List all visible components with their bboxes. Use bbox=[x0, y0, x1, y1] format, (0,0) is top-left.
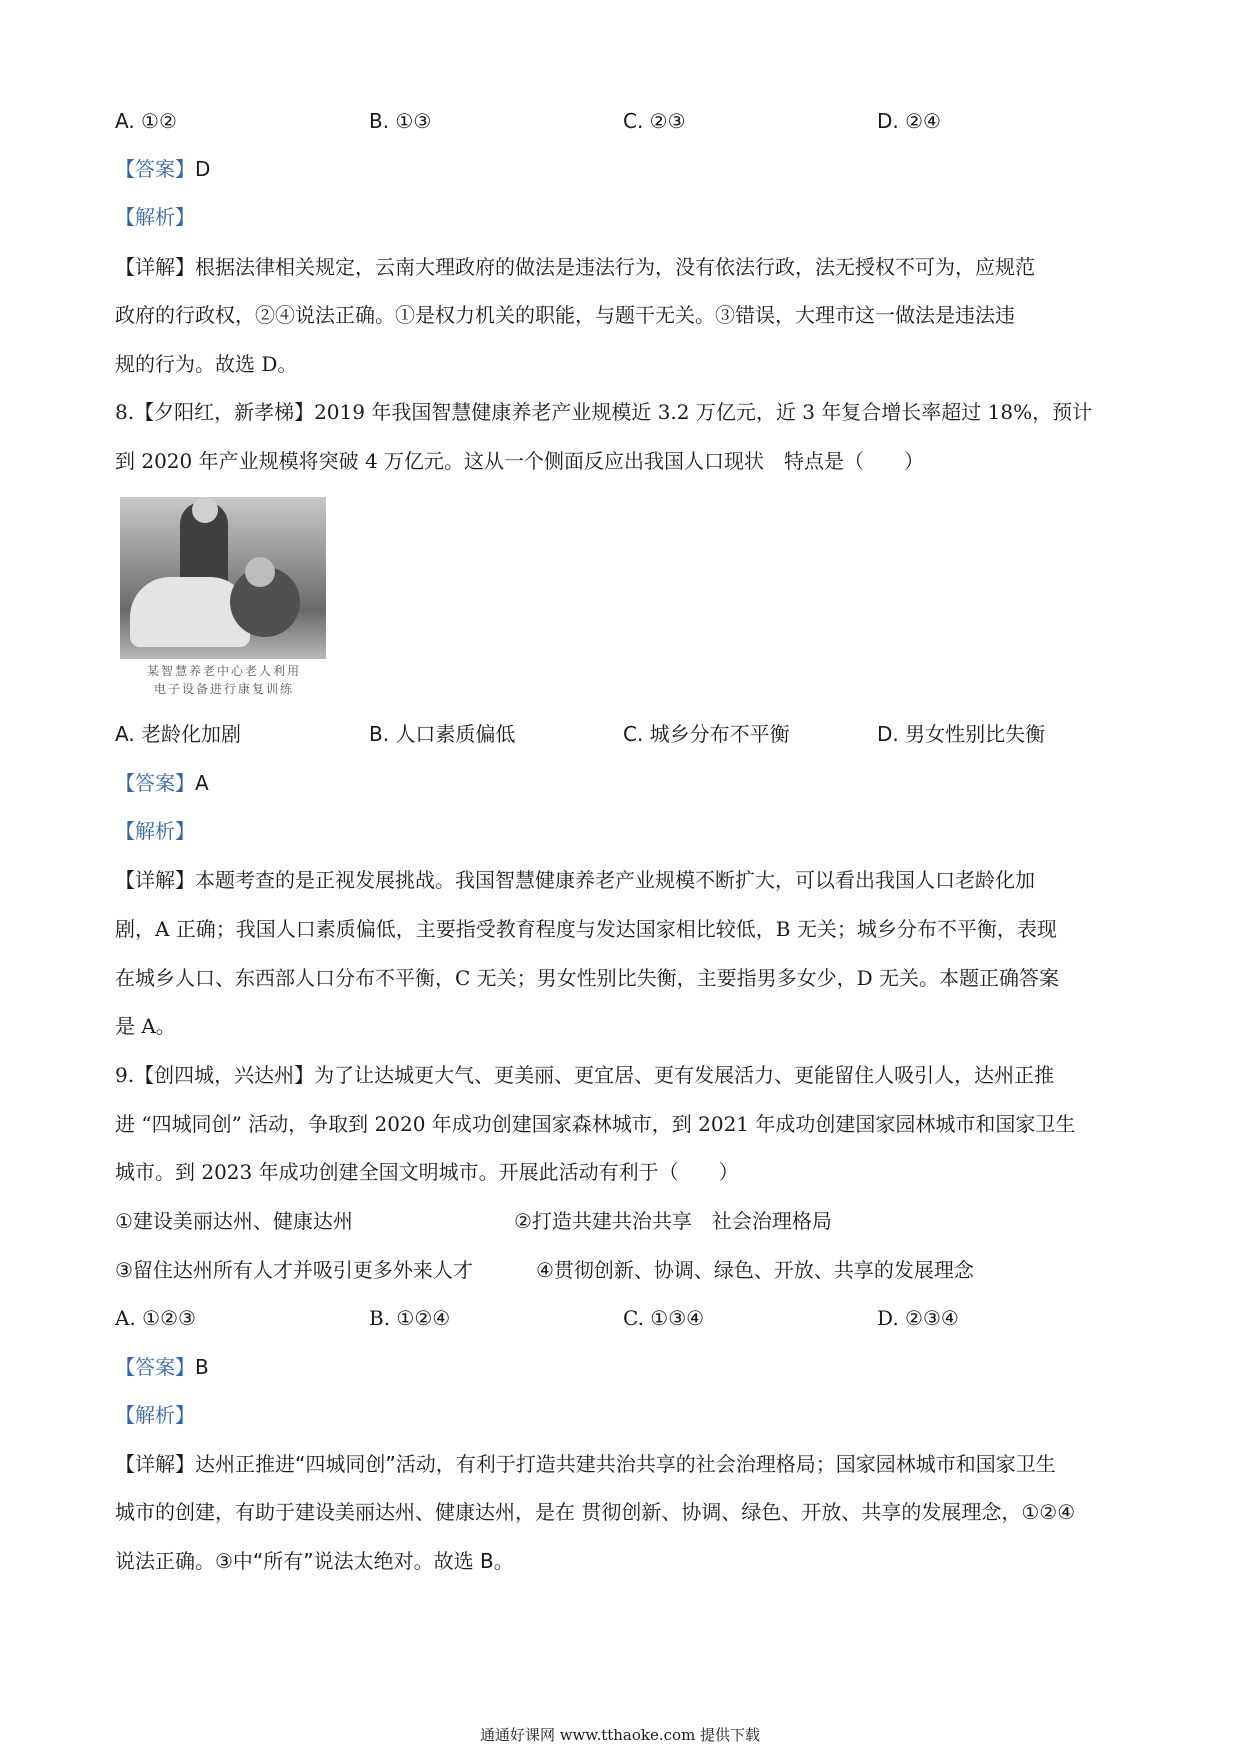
answer-label: 【答案】 bbox=[115, 1355, 195, 1379]
q9-stem-line-1: 9.【创四城，兴达州】为了让达城更大气、更美丽、更宜居、更有发展活力、更能留住人吸引人，达州正推 bbox=[115, 1063, 1055, 1087]
answer-value: A bbox=[195, 771, 209, 795]
q9-option-a: A. ①②③ bbox=[115, 1306, 196, 1330]
q8-option-c: C. 城乡分布不平衡 bbox=[623, 722, 790, 746]
q8-option-a: A. 老龄化加剧 bbox=[115, 722, 242, 746]
q8-detail-line-1 bbox=[115, 866, 1035, 894]
q9-statement-1: ①建设美丽达州、健康达州 bbox=[115, 1209, 353, 1233]
detail-label: 【详解】 bbox=[115, 255, 195, 279]
q9-answer bbox=[115, 1353, 209, 1381]
q8-stem-line-1: 8.【夕阳红，新孝梯】2019 年我国智慧健康养老产业规模近 3.2 万亿元，近 3 年复合增长率超过 18%，预计 bbox=[115, 400, 1093, 424]
q9-statement-3: ③留住达州所有人才并吸引更多外来人才 bbox=[115, 1258, 473, 1282]
q7-analysis-label: 【解析】 bbox=[115, 205, 195, 229]
photo-caption-line-1: 某智慧养老中心老人利用 bbox=[146, 664, 301, 678]
page-footer: 通通好课网 www.tthaoke.com 提供下载 bbox=[479, 1726, 761, 1744]
q9-option-d: D. ②③④ bbox=[877, 1306, 959, 1330]
q8-analysis-label: 【解析】 bbox=[115, 819, 195, 843]
q7-option-d: D. ②④ bbox=[877, 109, 941, 133]
q8-option-d: D. 男女性别比失衡 bbox=[877, 722, 1046, 746]
detail-text: 达州正推进“四城同创”活动，有利于打造共建共治共享的社会治理格局；国家园林城市和国家卫生 bbox=[195, 1452, 1056, 1476]
q9-stem-line-2: 进 “四城同创” 活动，争取到 2020 年成功创建国家森林城市，到 2021 年成功创建国家园林城市和国家卫生 bbox=[115, 1112, 1076, 1136]
q9-statement-2: ②打造共建共治共享 社会治理格局 bbox=[514, 1209, 832, 1233]
detail-text: 根据法律相关规定，云南大理政府的做法是违法行为，没有依法行政，法无授权不可为，应规范 bbox=[195, 255, 1035, 279]
q9-option-c: C. ①③④ bbox=[623, 1306, 705, 1330]
answer-label: 【答案】 bbox=[115, 771, 195, 795]
q8-detail-line-2: 剧，A 正确；我国人口素质偏低，主要指受教育程度与发达国家相比较低，B 无关；城乡分布不平衡，表现 bbox=[115, 917, 1057, 941]
answer-value: B bbox=[195, 1355, 209, 1379]
q9-statement-4: ④贯彻创新、协调、绿色、开放、共享的发展理念 bbox=[536, 1258, 974, 1282]
q9-stem-line-3: 城市。到 2023 年成功创建全国文明城市。开展此活动有利于（ ） bbox=[115, 1160, 739, 1184]
answer-value: D bbox=[195, 157, 211, 181]
q7-detail-line-3: 规的行为。故选 D。 bbox=[115, 352, 298, 376]
answer-label: 【答案】 bbox=[115, 157, 195, 181]
q8-detail-line-3: 在城乡人口、东西部人口分布不平衡，C 无关；男女性别比失衡，主要指男多女少，D 无关。本题正确答案 bbox=[115, 966, 1060, 990]
detail-label: 【详解】 bbox=[115, 1452, 195, 1476]
q9-detail-line-1 bbox=[115, 1450, 1056, 1478]
q7-option-a: A. ①② bbox=[115, 109, 177, 133]
q8-detail-line-4: 是 A。 bbox=[115, 1014, 176, 1038]
q7-option-c: C. ②③ bbox=[623, 109, 686, 133]
q7-detail-line-2: 政府的行政权，②④说法正确。①是权力机关的职能，与题干无关。③错误，大理市这一做法是违法违 bbox=[115, 303, 1015, 327]
q7-option-b: B. ①③ bbox=[369, 109, 432, 133]
q7-answer bbox=[115, 155, 210, 183]
rehab-training-photo bbox=[120, 497, 326, 659]
q9-option-b: B. ①②④ bbox=[369, 1306, 451, 1330]
detail-text: 本题考查的是正视发展挑战。我国智慧健康养老产业规模不断扩大，可以看出我国人口老龄化加 bbox=[195, 868, 1035, 892]
q9-detail-line-3: 说法正确。③中“所有”说法太绝对。故选 B。 bbox=[115, 1549, 514, 1573]
detail-label: 【详解】 bbox=[115, 868, 195, 892]
photo-caption-line-2: 电子设备进行康复训练 bbox=[153, 682, 294, 696]
q8-stem-line-2: 到 2020 年产业规模将突破 4 万亿元。这从一个侧面反应出我国人口现状 特点是（ ） bbox=[115, 449, 925, 473]
q9-analysis-label: 【解析】 bbox=[115, 1403, 195, 1427]
q8-answer bbox=[115, 769, 209, 797]
q8-option-b: B. 人口素质偏低 bbox=[369, 722, 516, 746]
q9-detail-line-2: 城市的创建，有助于建设美丽达州、健康达州，是在 贯彻创新、协调、绿色、开放、共享的发展理念，①②④ bbox=[115, 1500, 1076, 1524]
q7-detail-line-1 bbox=[115, 253, 1035, 281]
